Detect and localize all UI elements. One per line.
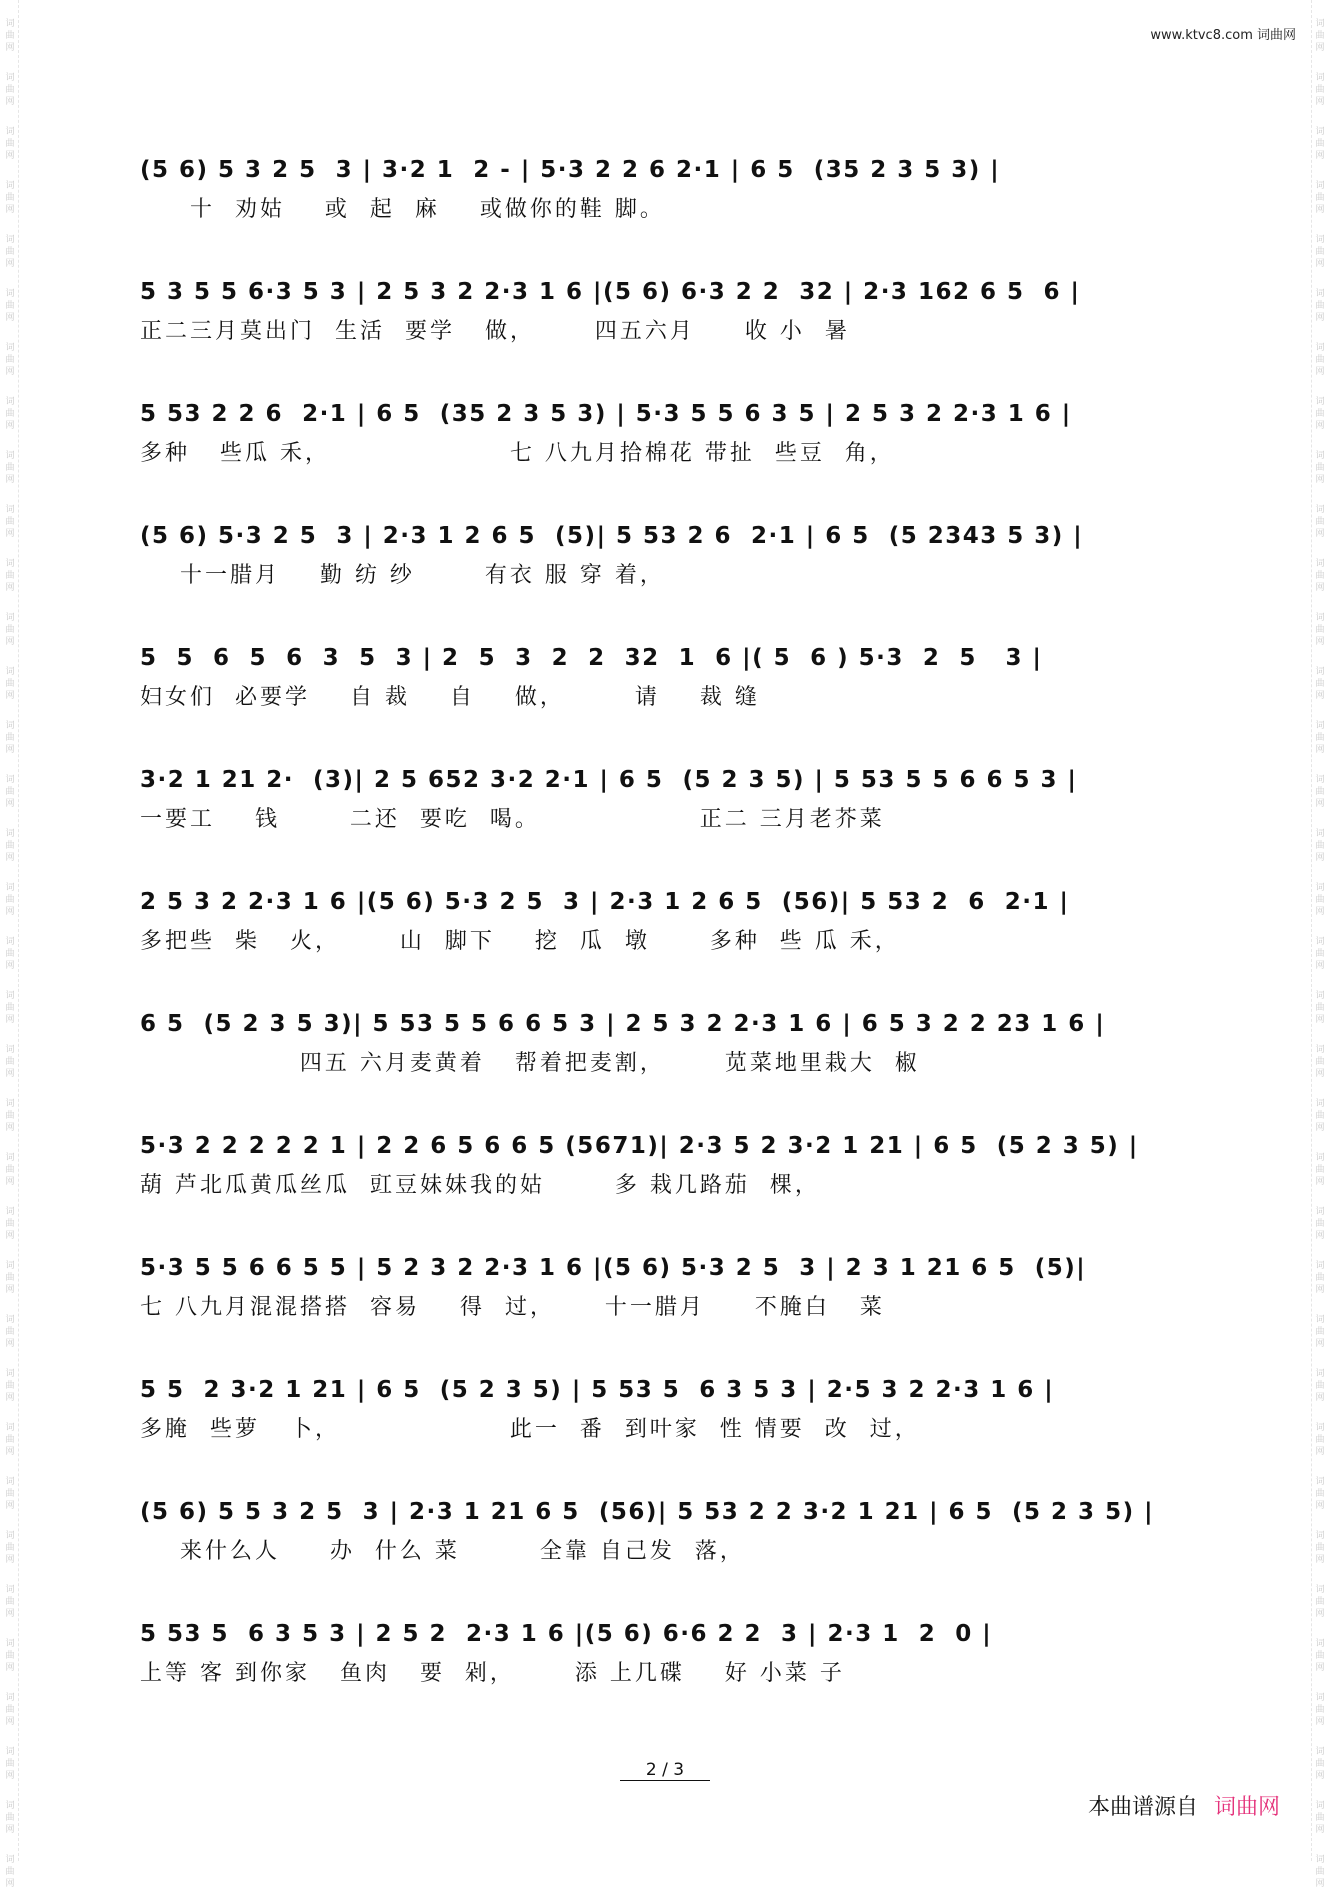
margin-mark: 词曲网 bbox=[1315, 235, 1325, 269]
margin-mark: 词曲网 bbox=[5, 505, 15, 539]
lyrics-line: 来什么人 办 什么 菜 全靠 自己发 落， bbox=[140, 1539, 745, 1564]
lyrics-line: 四五 六月麦黄着 帮着把麦割， 苋菜地里栽大 椒 bbox=[140, 1051, 920, 1076]
score-system bbox=[140, 638, 1190, 760]
notation-line: 3·2 1 21 2· (3)| 2 5 652 3·2 2·1 | 6 5 (5 2 3 5) | 5 53 5 5 6 6 5 3 | bbox=[140, 767, 1078, 793]
lyrics-line: 上等 客 到你家 鱼肉 要 剁， 添 上几碟 好 小菜 子 bbox=[140, 1661, 845, 1686]
lyrics-line: 多把些 柴 火， 山 脚下 挖 瓜 墩 多种 些 瓜 禾， bbox=[140, 929, 900, 954]
score-system bbox=[140, 394, 1190, 516]
margin-mark: 词曲网 bbox=[1315, 829, 1325, 863]
margin-mark: 词曲网 bbox=[1315, 883, 1325, 917]
site-url: www.ktvc8.com 词曲网 bbox=[1150, 28, 1296, 43]
margin-mark: 词曲网 bbox=[5, 1261, 15, 1295]
margin-mark: 词曲网 bbox=[5, 1639, 15, 1673]
margin-mark: 词曲网 bbox=[5, 775, 15, 809]
margin-mark: 词曲网 bbox=[5, 1423, 15, 1457]
notation-line: 5 53 5 6 3 5 3 | 2 5 2 2·3 1 6 |(5 6) 6·6 2 2 3 | 2·3 1 2 0 | bbox=[140, 1621, 993, 1647]
score-system bbox=[140, 150, 1190, 272]
margin-mark: 词曲网 bbox=[5, 667, 15, 701]
margin-mark: 词曲网 bbox=[1315, 1477, 1325, 1511]
margin-mark: 词曲网 bbox=[5, 1315, 15, 1349]
margin-mark: 词曲网 bbox=[1315, 1747, 1325, 1781]
margin-mark: 词曲网 bbox=[5, 1747, 15, 1781]
score-system bbox=[140, 1126, 1190, 1248]
margin-mark: 词曲网 bbox=[1315, 1369, 1325, 1403]
margin-mark: 词曲网 bbox=[1315, 127, 1325, 161]
margin-mark: 词曲网 bbox=[1315, 937, 1325, 971]
margin-mark: 词曲网 bbox=[1315, 1315, 1325, 1349]
margin-mark: 词曲网 bbox=[1315, 1531, 1325, 1565]
margin-mark: 词曲网 bbox=[5, 1801, 15, 1835]
margin-mark: 词曲网 bbox=[1315, 1801, 1325, 1835]
margin-mark: 词曲网 bbox=[5, 343, 15, 377]
lyrics-line: 正二三月莫出门 生活 要学 做， 四五六月 收 小 暑 bbox=[140, 319, 850, 344]
margin-mark: 词曲网 bbox=[1315, 1099, 1325, 1133]
right-margin-watermark bbox=[1311, 0, 1328, 1889]
margin-mark: 词曲网 bbox=[1315, 181, 1325, 215]
score-system bbox=[140, 1248, 1190, 1370]
lyrics-line: 一要工 钱 二还 要吃 喝。 正二 三月老芥菜 bbox=[140, 807, 885, 832]
notation-line: 5 3 5 5 6·3 5 3 | 2 5 3 2 2·3 1 6 |(5 6) 6·3 2 2 32 | 2·3 162 6 5 6 | bbox=[140, 279, 1081, 305]
margin-mark: 词曲网 bbox=[1315, 1855, 1325, 1889]
margin-mark: 词曲网 bbox=[5, 1855, 15, 1889]
margin-mark: 词曲网 bbox=[1315, 1207, 1325, 1241]
margin-mark: 词曲网 bbox=[5, 937, 15, 971]
brand-link[interactable]: 词曲网 bbox=[1213, 1795, 1280, 1820]
score-system bbox=[140, 272, 1190, 394]
notation-line: (5 6) 5 5 3 2 5 3 | 2·3 1 21 6 5 (56)| 5 53 2 2 3·2 1 21 | 6 5 (5 2 3 5) | bbox=[140, 1499, 1154, 1525]
page-number-text: 2 / 3 bbox=[620, 1760, 710, 1781]
margin-mark: 词曲网 bbox=[1315, 1585, 1325, 1619]
margin-mark: 词曲网 bbox=[1315, 73, 1325, 107]
margin-mark: 词曲网 bbox=[1315, 1153, 1325, 1187]
source-label: 本曲谱源自 bbox=[1087, 1795, 1198, 1820]
notation-line: (5 6) 5 3 2 5 3 | 3·2 1 2 - | 5·3 2 2 6 2·1 | 6 5 (35 2 3 5 3) | bbox=[140, 157, 1001, 183]
notation-line: 6 5 (5 2 3 5 3)| 5 53 5 5 6 6 5 3 | 2 5 3 2 2·3 1 6 | 6 5 3 2 2 23 1 6 | bbox=[140, 1011, 1106, 1037]
margin-mark: 词曲网 bbox=[1315, 721, 1325, 755]
margin-mark: 词曲网 bbox=[1315, 451, 1325, 485]
score-body bbox=[140, 150, 1190, 1736]
margin-mark: 词曲网 bbox=[1315, 613, 1325, 647]
score-system bbox=[140, 1492, 1190, 1614]
margin-mark: 词曲网 bbox=[1315, 775, 1325, 809]
margin-mark: 词曲网 bbox=[5, 1153, 15, 1187]
left-margin-watermark bbox=[2, 0, 19, 1889]
score-system bbox=[140, 882, 1190, 1004]
margin-mark: 词曲网 bbox=[5, 829, 15, 863]
score-system bbox=[140, 760, 1190, 882]
margin-mark: 词曲网 bbox=[5, 127, 15, 161]
lyrics-line: 多种 些瓜 禾， 七 八九月拾棉花 带扯 些豆 角， bbox=[140, 441, 895, 466]
notation-line: (5 6) 5·3 2 5 3 | 2·3 1 2 6 5 (5)| 5 53 2 6 2·1 | 6 5 (5 2343 5 3) | bbox=[140, 523, 1084, 549]
footer-credit bbox=[1088, 1790, 1280, 1821]
margin-mark: 词曲网 bbox=[5, 883, 15, 917]
margin-mark: 词曲网 bbox=[1315, 289, 1325, 323]
margin-mark: 词曲网 bbox=[1315, 1693, 1325, 1727]
margin-mark: 词曲网 bbox=[5, 397, 15, 431]
score-system bbox=[140, 1614, 1190, 1736]
margin-mark: 词曲网 bbox=[5, 181, 15, 215]
notation-line: 5·3 2 2 2 2 2 1 | 2 2 6 5 6 6 5 (5671)| 2·3 5 2 3·2 1 21 | 6 5 (5 2 3 5) | bbox=[140, 1133, 1139, 1159]
margin-mark: 词曲网 bbox=[1315, 19, 1325, 53]
lyrics-line: 十一腊月 勤 纺 纱 有衣 服 穿 着， bbox=[140, 563, 665, 588]
margin-mark: 词曲网 bbox=[5, 19, 15, 53]
margin-mark: 词曲网 bbox=[5, 235, 15, 269]
lyrics-line: 十 劝姑 或 起 麻 或做你的鞋 脚。 bbox=[140, 197, 665, 222]
margin-mark: 词曲网 bbox=[5, 451, 15, 485]
margin-mark: 词曲网 bbox=[5, 1585, 15, 1619]
score-system bbox=[140, 1370, 1190, 1492]
score-system bbox=[140, 1004, 1190, 1126]
margin-mark: 词曲网 bbox=[5, 991, 15, 1025]
margin-mark: 词曲网 bbox=[1315, 991, 1325, 1025]
notation-line: 5 53 2 2 6 2·1 | 6 5 (35 2 3 5 3) | 5·3 5 5 6 3 5 | 2 5 3 2 2·3 1 6 | bbox=[140, 401, 1072, 427]
margin-mark: 词曲网 bbox=[5, 1207, 15, 1241]
margin-mark: 词曲网 bbox=[1315, 1423, 1325, 1457]
lyrics-line: 多腌 些萝 卜， 此一 番 到叶家 性 情要 改 过， bbox=[140, 1417, 920, 1442]
margin-mark: 词曲网 bbox=[5, 1045, 15, 1079]
margin-mark: 词曲网 bbox=[5, 1099, 15, 1133]
margin-mark: 词曲网 bbox=[5, 1693, 15, 1727]
lyrics-line: 七 八九月混混搭搭 容易 得 过， 十一腊月 不腌白 菜 bbox=[140, 1295, 885, 1320]
margin-mark: 词曲网 bbox=[1315, 397, 1325, 431]
margin-mark: 词曲网 bbox=[1315, 559, 1325, 593]
margin-mark: 词曲网 bbox=[5, 613, 15, 647]
margin-mark: 词曲网 bbox=[5, 1369, 15, 1403]
margin-mark: 词曲网 bbox=[1315, 1261, 1325, 1295]
margin-mark: 词曲网 bbox=[1315, 343, 1325, 377]
margin-mark: 词曲网 bbox=[5, 559, 15, 593]
notation-line: 5 5 2 3·2 1 21 | 6 5 (5 2 3 5) | 5 53 5 6 3 5 3 | 2·5 3 2 2·3 1 6 | bbox=[140, 1377, 1055, 1403]
margin-mark: 词曲网 bbox=[1315, 667, 1325, 701]
lyrics-line: 妇女们 必要学 自 裁 自 做， 请 裁 缝 bbox=[140, 685, 760, 710]
margin-mark: 词曲网 bbox=[5, 73, 15, 107]
margin-mark: 词曲网 bbox=[5, 721, 15, 755]
margin-mark: 词曲网 bbox=[5, 289, 15, 323]
notation-line: 5 5 6 5 6 3 5 3 | 2 5 3 2 2 32 1 6 |( 5 6 ) 5·3 2 5 3 | bbox=[140, 645, 1043, 671]
margin-mark: 词曲网 bbox=[5, 1531, 15, 1565]
margin-mark: 词曲网 bbox=[1315, 1045, 1325, 1079]
lyrics-line: 葫 芦北瓜黄瓜丝瓜 豇豆妹妹我的姑 多 栽几路茄 棵， bbox=[140, 1173, 820, 1198]
margin-mark: 词曲网 bbox=[1315, 505, 1325, 539]
margin-mark: 词曲网 bbox=[5, 1477, 15, 1511]
margin-mark: 词曲网 bbox=[1315, 1639, 1325, 1673]
notation-line: 5·3 5 5 6 6 5 5 | 5 2 3 2 2·3 1 6 |(5 6) 5·3 2 5 3 | 2 3 1 21 6 5 (5)| bbox=[140, 1255, 1087, 1281]
notation-line: 2 5 3 2 2·3 1 6 |(5 6) 5·3 2 5 3 | 2·3 1 2 6 5 (56)| 5 53 2 6 2·1 | bbox=[140, 889, 1070, 915]
score-system bbox=[140, 516, 1190, 638]
page-number bbox=[0, 1760, 1330, 1780]
